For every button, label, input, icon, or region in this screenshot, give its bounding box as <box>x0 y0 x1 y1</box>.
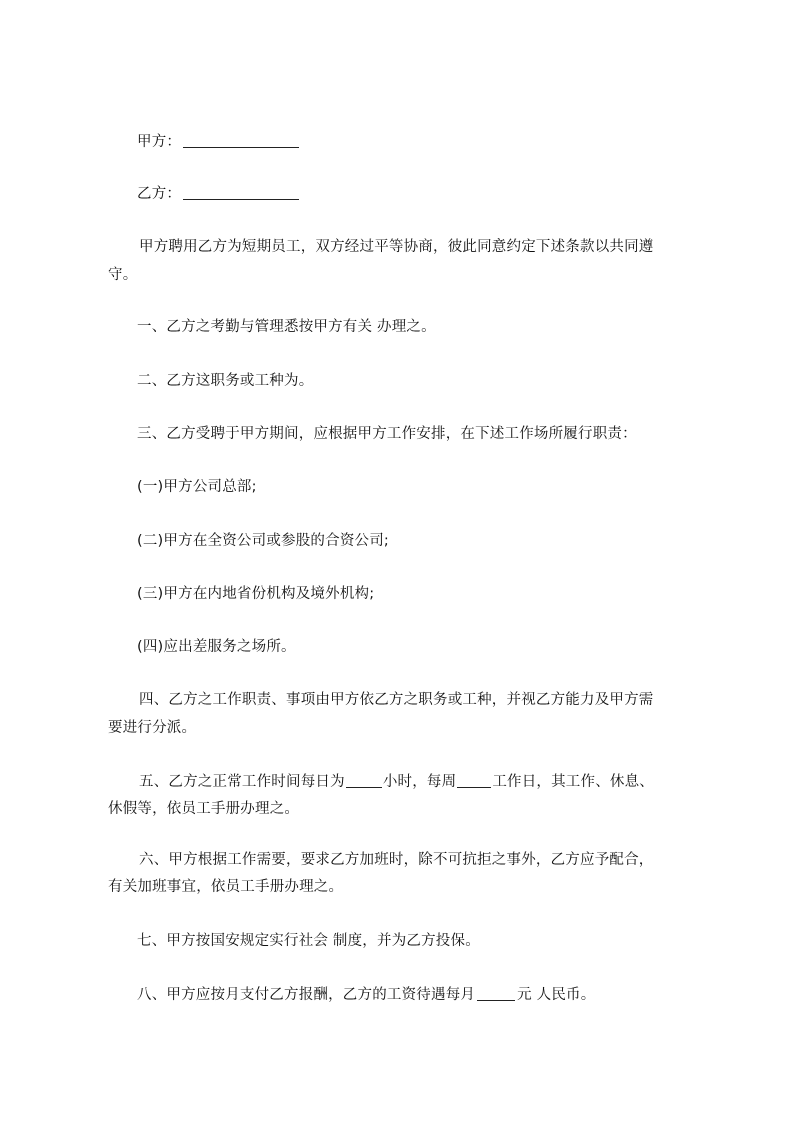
clause-3-item-2: (二)甲方在全资公司或参股的合资公司; <box>137 533 389 549</box>
party-b-label: 乙方： <box>137 186 182 202</box>
intro-line-2: 守。 <box>108 267 138 283</box>
wage-blank <box>477 986 515 1001</box>
party-a-label: 甲方： <box>137 134 182 150</box>
clause-8-part-a: 八、甲方应按月支付乙方报酬，乙方的工资待遇每月 <box>137 987 476 1003</box>
hours-blank <box>346 773 382 788</box>
days-blank <box>457 773 491 788</box>
party-a-blank <box>183 133 299 148</box>
clause-5-line-2: 休假等，依员工手册办理之。 <box>108 801 300 817</box>
clause-5-part-c: 工作日，其工作、休息、 <box>492 774 655 790</box>
clause-8-part-b: 元 人民币。 <box>517 987 596 1003</box>
clause-5-part-a: 五、乙方之正常工作时间每日为 <box>139 774 345 790</box>
clause-5-line-1 <box>139 773 654 791</box>
party-b-line <box>137 185 299 203</box>
clause-2: 二、乙方这职务或工种为。 <box>137 373 314 389</box>
clause-6-line-1: 六、甲方根据工作需要，要求乙方加班时，除不可抗拒之事外，乙方应予配合， <box>139 852 654 868</box>
clause-3-item-3: (三)甲方在内地省份机构及境外机构; <box>137 586 375 602</box>
clause-3: 三、乙方受聘于甲方期间，应根据甲方工作安排，在下述工作场所履行职责： <box>137 426 637 442</box>
party-a-line <box>137 133 299 151</box>
clause-7: 七、甲方按国安规定实行社会 制度，并为乙方投保。 <box>137 933 480 949</box>
clause-3-item-1: (一)甲方公司总部; <box>137 479 257 495</box>
intro-line-1: 甲方聘用乙方为短期员工，双方经过平等协商，彼此同意约定下述条款以共同遵 <box>139 239 654 255</box>
clause-4-line-1: 四、乙方之工作职责、事项由甲方依乙方之职务或工种，并视乙方能力及甲方需 <box>139 692 654 708</box>
clause-6-line-2: 有关加班事宜，依员工手册办理之。 <box>108 879 344 895</box>
clause-1: 一、乙方之考勤与管理悉按甲方有关 办理之。 <box>137 319 436 335</box>
clause-8 <box>137 986 595 1004</box>
clause-5-part-b: 小时，每周 <box>382 774 457 790</box>
clause-4-line-2: 要进行分派。 <box>108 720 197 736</box>
clause-3-item-4: (四)应出差服务之场所。 <box>137 639 296 655</box>
party-b-blank <box>183 185 299 200</box>
